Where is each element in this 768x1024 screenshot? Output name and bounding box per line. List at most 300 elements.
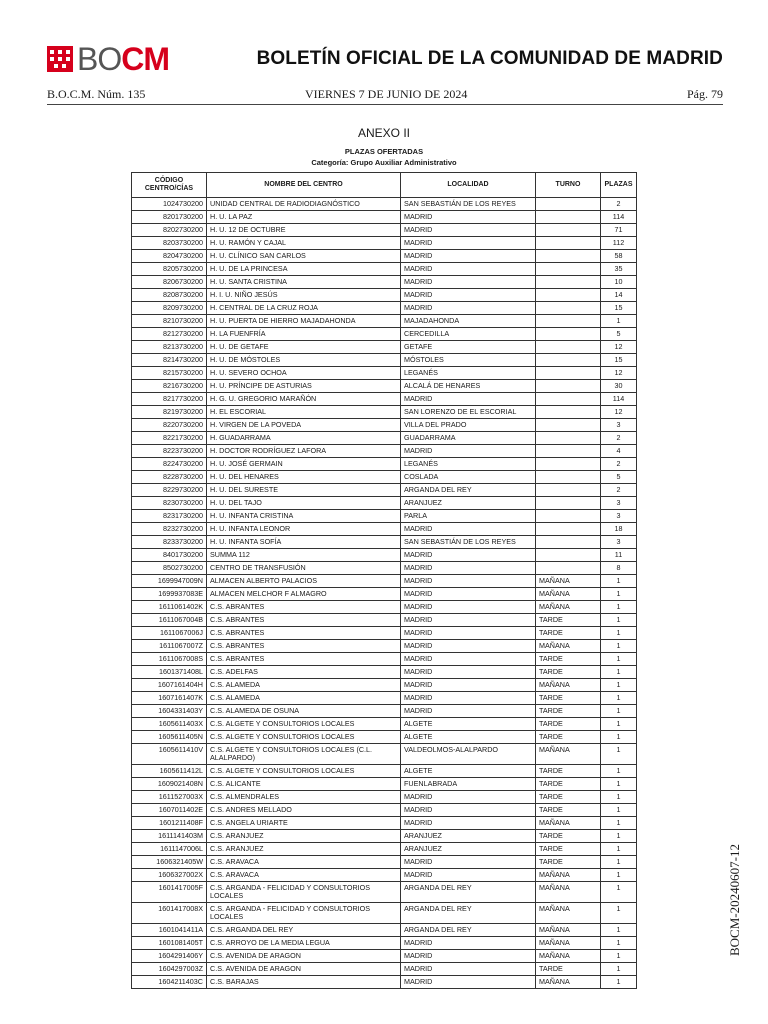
cell-shift: MAÑANA (536, 869, 601, 882)
cell-locality: VALDEOLMOS-ALALPARDO (401, 744, 536, 765)
cell-locality: MADRID (401, 692, 536, 705)
cell-center-name: H. U. SANTA CRISTINA (207, 276, 401, 289)
cell-locality: ARGANDA DEL REY (401, 484, 536, 497)
cell-shift: TARDE (536, 718, 601, 731)
cell-code: 8203730200 (132, 237, 207, 250)
cell-center-name: H. GUADARRAMA (207, 432, 401, 445)
table-row (132, 640, 637, 653)
table-row (132, 536, 637, 549)
table-row (132, 263, 637, 276)
cell-center-name: SUMMA 112 (207, 549, 401, 562)
cell-center-name: C.S. ALGETE Y CONSULTORIOS LOCALES (207, 765, 401, 778)
cell-center-name: H. U. DEL HENARES (207, 471, 401, 484)
cell-shift (536, 224, 601, 237)
col-header-positions: PLAZAS (601, 173, 637, 198)
cell-locality: ARANJUEZ (401, 830, 536, 843)
cell-locality: MADRID (401, 950, 536, 963)
cell-code: 1611061402K (132, 601, 207, 614)
table-row (132, 731, 637, 744)
cell-positions: 1 (601, 692, 637, 705)
cell-positions: 1 (601, 705, 637, 718)
col-header-name: NOMBRE DEL CENTRO (207, 173, 401, 198)
table-row (132, 666, 637, 679)
cell-locality: MADRID (401, 393, 536, 406)
table-row (132, 791, 637, 804)
cell-locality: VILLA DEL PRADO (401, 419, 536, 432)
cell-center-name: H. CENTRAL DE LA CRUZ ROJA (207, 302, 401, 315)
cell-code: 1611527003X (132, 791, 207, 804)
cell-code: 8201730200 (132, 211, 207, 224)
cell-code: 1611147006L (132, 843, 207, 856)
table-row (132, 549, 637, 562)
table-row (132, 237, 637, 250)
page-header (47, 40, 723, 76)
table-row (132, 393, 637, 406)
table-row (132, 354, 637, 367)
cell-shift (536, 302, 601, 315)
cell-shift: MAÑANA (536, 679, 601, 692)
cell-shift (536, 237, 601, 250)
cell-code: 8502730200 (132, 562, 207, 575)
cell-center-name: H. I. U. NIÑO JESÚS (207, 289, 401, 302)
cell-locality: ARGANDA DEL REY (401, 903, 536, 924)
cell-shift: MAÑANA (536, 601, 601, 614)
table-row (132, 328, 637, 341)
cell-positions: 3 (601, 497, 637, 510)
cell-locality: MADRID (401, 804, 536, 817)
logo-cm: CM (121, 41, 169, 77)
table-row (132, 924, 637, 937)
cell-locality: GUADARRAMA (401, 432, 536, 445)
cell-positions: 1 (601, 666, 637, 679)
cell-code: 1604331403Y (132, 705, 207, 718)
cell-positions: 1 (601, 601, 637, 614)
cell-code: 8233730200 (132, 536, 207, 549)
cell-shift: TARDE (536, 666, 601, 679)
col-header-shift: TURNO (536, 173, 601, 198)
cell-positions: 30 (601, 380, 637, 393)
cell-center-name: H. VIRGEN DE LA POVEDA (207, 419, 401, 432)
cell-locality: COSLADA (401, 471, 536, 484)
table-row (132, 856, 637, 869)
cell-center-name: H. G. U. GREGORIO MARAÑÓN (207, 393, 401, 406)
cell-locality: MADRID (401, 211, 536, 224)
cell-positions: 1 (601, 976, 637, 989)
cell-shift (536, 536, 601, 549)
cell-code: 1611067006J (132, 627, 207, 640)
cell-center-name: C.S. ARANJUEZ (207, 830, 401, 843)
cell-center-name: H. U. PUERTA DE HIERRO MAJADAHONDA (207, 315, 401, 328)
cell-center-name: C.S. ABRANTES (207, 640, 401, 653)
cell-locality: MADRID (401, 666, 536, 679)
cell-center-name: C.S. ALAMEDA DE OSUNA (207, 705, 401, 718)
cell-code: 1605611405N (132, 731, 207, 744)
cell-center-name: C.S. ARROYO DE LA MEDIA LEGUA (207, 937, 401, 950)
cell-locality: MADRID (401, 523, 536, 536)
table-row (132, 830, 637, 843)
cell-shift (536, 471, 601, 484)
cell-locality: MADRID (401, 869, 536, 882)
cell-code: 8228730200 (132, 471, 207, 484)
table-row (132, 950, 637, 963)
cell-locality: ALCALÁ DE HENARES (401, 380, 536, 393)
cell-shift: MAÑANA (536, 640, 601, 653)
cell-positions: 114 (601, 393, 637, 406)
cell-positions: 1 (601, 627, 637, 640)
cell-positions: 1 (601, 882, 637, 903)
madrid-stars-icon (47, 46, 73, 72)
cell-locality: MADRID (401, 289, 536, 302)
cell-shift (536, 523, 601, 536)
cell-shift: TARDE (536, 614, 601, 627)
cell-code: 8206730200 (132, 276, 207, 289)
cell-code: 1606321405W (132, 856, 207, 869)
cell-locality: SAN LORENZO DE EL ESCORIAL (401, 406, 536, 419)
cell-center-name: C.S. ARGANDA - FELICIDAD Y CONSULTORIOS LOCALES (207, 903, 401, 924)
cell-locality: MADRID (401, 653, 536, 666)
cell-positions: 1 (601, 778, 637, 791)
cell-locality: MADRID (401, 627, 536, 640)
cell-positions: 11 (601, 549, 637, 562)
cell-positions: 112 (601, 237, 637, 250)
cell-code: 1607011402E (132, 804, 207, 817)
annex-title: ANEXO II (357, 126, 410, 140)
bocm-logo (47, 42, 169, 76)
cell-shift: TARDE (536, 653, 601, 666)
cell-shift: MAÑANA (536, 924, 601, 937)
cell-locality: LEGANÉS (401, 458, 536, 471)
cell-locality: MADRID (401, 705, 536, 718)
table-row (132, 601, 637, 614)
cell-locality: PARLA (401, 510, 536, 523)
cell-center-name: C.S. ALGETE Y CONSULTORIOS LOCALES (C.L. ALALPARDO) (207, 744, 401, 765)
table-row (132, 497, 637, 510)
cell-center-name: ALMACEN MELCHOR F ALMAGRO (207, 588, 401, 601)
cell-code: 1605611410V (132, 744, 207, 765)
table-row (132, 445, 637, 458)
cell-positions: 1 (601, 817, 637, 830)
cell-positions: 1 (601, 315, 637, 328)
cell-code: 1024730200 (132, 198, 207, 211)
cell-locality: SAN SEBASTIÁN DE LOS REYES (401, 536, 536, 549)
cell-center-name: H. U. JOSÉ GERMAIN (207, 458, 401, 471)
cell-center-name: C.S. ARGANDA DEL REY (207, 924, 401, 937)
cell-locality: MADRID (401, 575, 536, 588)
cell-center-name: C.S. ABRANTES (207, 601, 401, 614)
cell-positions: 10 (601, 276, 637, 289)
cell-code: 1606327002X (132, 869, 207, 882)
cell-locality: MADRID (401, 856, 536, 869)
cell-code: 8216730200 (132, 380, 207, 393)
cell-locality: MADRID (401, 791, 536, 804)
cell-shift: TARDE (536, 765, 601, 778)
cell-code: 1611141403M (132, 830, 207, 843)
cell-shift: TARDE (536, 856, 601, 869)
cell-shift: MAÑANA (536, 950, 601, 963)
cell-shift (536, 484, 601, 497)
cell-shift: TARDE (536, 731, 601, 744)
cell-code: 1604211403C (132, 976, 207, 989)
cell-code: 1611067007Z (132, 640, 207, 653)
cell-code: 8232730200 (132, 523, 207, 536)
cell-positions: 1 (601, 575, 637, 588)
cell-center-name: C.S. ALAMEDA (207, 692, 401, 705)
cell-center-name: CENTRO DE TRANSFUSIÓN (207, 562, 401, 575)
cell-code: 1699937083E (132, 588, 207, 601)
cell-code: 1699947009N (132, 575, 207, 588)
cell-center-name: C.S. ANDRES MELLADO (207, 804, 401, 817)
cell-shift (536, 497, 601, 510)
cell-positions: 5 (601, 471, 637, 484)
cell-code: 8217730200 (132, 393, 207, 406)
cell-positions: 12 (601, 341, 637, 354)
cell-code: 8229730200 (132, 484, 207, 497)
cell-locality: SAN SEBASTIÁN DE LOS REYES (401, 198, 536, 211)
cell-center-name: H. U. SEVERO OCHOA (207, 367, 401, 380)
cell-code: 1605611412L (132, 765, 207, 778)
table-row (132, 817, 637, 830)
cell-center-name: H. U. RAMÓN Y CAJAL (207, 237, 401, 250)
cell-center-name: C.S. ALMENDRALES (207, 791, 401, 804)
cell-positions: 14 (601, 289, 637, 302)
cell-positions: 2 (601, 458, 637, 471)
cell-shift: TARDE (536, 778, 601, 791)
cell-center-name: H. U. DE LA PRINCESA (207, 263, 401, 276)
cell-center-name: C.S. ABRANTES (207, 627, 401, 640)
cell-positions: 71 (601, 224, 637, 237)
cell-locality: ALGETE (401, 718, 536, 731)
cell-locality: ALGETE (401, 731, 536, 744)
cell-center-name: C.S. ARAVACA (207, 856, 401, 869)
cell-shift: TARDE (536, 830, 601, 843)
cell-code: 1605611403X (132, 718, 207, 731)
cell-positions: 3 (601, 510, 637, 523)
subheader (47, 87, 723, 103)
cell-shift (536, 380, 601, 393)
cell-locality: MADRID (401, 237, 536, 250)
cell-locality: MADRID (401, 250, 536, 263)
cell-code: 1601371408L (132, 666, 207, 679)
cell-positions: 5 (601, 328, 637, 341)
table-row (132, 718, 637, 731)
table-row (132, 406, 637, 419)
table-row (132, 778, 637, 791)
table-row (132, 341, 637, 354)
cell-positions: 2 (601, 198, 637, 211)
cell-code: 1611067008S (132, 653, 207, 666)
table-row (132, 588, 637, 601)
cell-positions: 1 (601, 679, 637, 692)
cell-locality: CERCEDILLA (401, 328, 536, 341)
cell-shift: TARDE (536, 692, 601, 705)
cell-center-name: H. U. 12 DE OCTUBRE (207, 224, 401, 237)
cell-shift (536, 263, 601, 276)
table-row (132, 302, 637, 315)
cell-locality: LEGANÉS (401, 367, 536, 380)
table-row (132, 510, 637, 523)
cell-center-name: C.S. ANGELA URIARTE (207, 817, 401, 830)
cell-locality: MADRID (401, 224, 536, 237)
cell-code: 8202730200 (132, 224, 207, 237)
cell-positions: 1 (601, 718, 637, 731)
category-label: Categoría: Grupo Auxiliar Administrativo (311, 158, 457, 167)
table-row (132, 484, 637, 497)
table-row (132, 419, 637, 432)
cell-center-name: C.S. ALGETE Y CONSULTORIOS LOCALES (207, 718, 401, 731)
bulletin-date: VIERNES 7 DE JUNIO DE 2024 (305, 87, 468, 101)
cell-center-name: H. U. INFANTA CRISTINA (207, 510, 401, 523)
table-row (132, 765, 637, 778)
cell-shift (536, 406, 601, 419)
cell-shift (536, 198, 601, 211)
table-header-row (132, 173, 637, 198)
cell-shift (536, 315, 601, 328)
cell-locality: MADRID (401, 445, 536, 458)
table-row (132, 937, 637, 950)
positions-table (131, 172, 637, 989)
cell-code: 8215730200 (132, 367, 207, 380)
cell-locality: ARANJUEZ (401, 843, 536, 856)
cell-center-name: H. U. INFANTA LEONOR (207, 523, 401, 536)
cell-center-name: H. DOCTOR RODRÍGUEZ LAFORA (207, 445, 401, 458)
table-row (132, 523, 637, 536)
cell-shift (536, 549, 601, 562)
cell-shift (536, 510, 601, 523)
cell-locality: MADRID (401, 562, 536, 575)
cell-locality: MADRID (401, 549, 536, 562)
cell-locality: MADRID (401, 817, 536, 830)
cell-code: 8231730200 (132, 510, 207, 523)
cell-code: 8220730200 (132, 419, 207, 432)
cell-positions: 35 (601, 263, 637, 276)
table-row (132, 250, 637, 263)
cell-center-name: H. U. DE MÓSTOLES (207, 354, 401, 367)
cell-locality: MADRID (401, 976, 536, 989)
cell-center-name: H. U. DEL TAJO (207, 497, 401, 510)
cell-shift: MAÑANA (536, 903, 601, 924)
table-row (132, 458, 637, 471)
cell-shift (536, 562, 601, 575)
cell-locality: MADRID (401, 640, 536, 653)
table-row (132, 211, 637, 224)
cell-code: 8205730200 (132, 263, 207, 276)
cell-locality: ARANJUEZ (401, 497, 536, 510)
table-row (132, 843, 637, 856)
cell-positions: 15 (601, 354, 637, 367)
logo-bo: BO (77, 41, 122, 77)
cell-code: 1611067004B (132, 614, 207, 627)
cell-code: 1609021408N (132, 778, 207, 791)
cell-shift: TARDE (536, 963, 601, 976)
cell-positions: 1 (601, 744, 637, 765)
table-row (132, 562, 637, 575)
cell-shift: MAÑANA (536, 937, 601, 950)
cell-shift: MAÑANA (536, 575, 601, 588)
cell-positions: 4 (601, 445, 637, 458)
cell-shift (536, 367, 601, 380)
cell-positions: 8 (601, 562, 637, 575)
cell-locality: ALGETE (401, 765, 536, 778)
cell-center-name: H. U. LA PAZ (207, 211, 401, 224)
table-row (132, 432, 637, 445)
cell-code: 1604297003Z (132, 963, 207, 976)
cell-shift: MAÑANA (536, 882, 601, 903)
table-row (132, 198, 637, 211)
col-header-locality: LOCALIDAD (401, 173, 536, 198)
cell-code: 1604291406Y (132, 950, 207, 963)
cell-positions: 114 (601, 211, 637, 224)
table-row (132, 963, 637, 976)
cell-shift (536, 341, 601, 354)
cell-positions: 1 (601, 804, 637, 817)
cell-center-name: H. U. INFANTA SOFÍA (207, 536, 401, 549)
cell-code: 1601081405T (132, 937, 207, 950)
table-row (132, 869, 637, 882)
bulletin-title: BOLETÍN OFICIAL DE LA COMUNIDAD DE MADRID (256, 48, 723, 69)
cell-shift (536, 458, 601, 471)
cell-positions: 1 (601, 791, 637, 804)
table-row (132, 804, 637, 817)
cell-center-name: C.S. BARAJAS (207, 976, 401, 989)
table-row (132, 653, 637, 666)
cell-positions: 58 (601, 250, 637, 263)
cell-locality: MADRID (401, 302, 536, 315)
cell-code: 1607161404H (132, 679, 207, 692)
cell-shift: TARDE (536, 791, 601, 804)
cell-center-name: H. U. DE GETAFE (207, 341, 401, 354)
cell-code: 8213730200 (132, 341, 207, 354)
cell-center-name: ALMACEN ALBERTO PALACIOS (207, 575, 401, 588)
cell-positions: 1 (601, 588, 637, 601)
table-row (132, 289, 637, 302)
cell-positions: 3 (601, 419, 637, 432)
cell-positions: 1 (601, 924, 637, 937)
cell-shift: TARDE (536, 705, 601, 718)
cell-code: 8224730200 (132, 458, 207, 471)
table-subtitle: PLAZAS OFERTADAS (344, 147, 424, 156)
bulletin-number: B.O.C.M. Núm. 135 (47, 87, 146, 101)
cell-center-name: C.S. ARGANDA - FELICIDAD Y CONSULTORIOS LOCALES (207, 882, 401, 903)
cell-positions: 12 (601, 406, 637, 419)
cell-code: 1601041411A (132, 924, 207, 937)
cell-locality: ARGANDA DEL REY (401, 924, 536, 937)
cell-positions: 1 (601, 963, 637, 976)
cell-code: 8221730200 (132, 432, 207, 445)
cell-positions: 1 (601, 903, 637, 924)
table-row (132, 367, 637, 380)
cell-center-name: H. U. DEL SURESTE (207, 484, 401, 497)
table-row (132, 976, 637, 989)
cell-code: 1601417005F (132, 882, 207, 903)
cell-code: 8210730200 (132, 315, 207, 328)
cell-code: 1607161407K (132, 692, 207, 705)
cell-positions: 1 (601, 653, 637, 666)
cell-center-name: C.S. ARANJUEZ (207, 843, 401, 856)
cell-center-name: H. U. CLÍNICO SAN CARLOS (207, 250, 401, 263)
table-row (132, 315, 637, 328)
cell-center-name: C.S. ABRANTES (207, 614, 401, 627)
cell-positions: 1 (601, 830, 637, 843)
cell-positions: 1 (601, 731, 637, 744)
cell-positions: 1 (601, 614, 637, 627)
cell-center-name: C.S. ABRANTES (207, 653, 401, 666)
cell-center-name: C.S. ADELFAS (207, 666, 401, 679)
cell-positions: 1 (601, 937, 637, 950)
cell-shift (536, 419, 601, 432)
cell-code: 1601417008X (132, 903, 207, 924)
cell-positions: 1 (601, 765, 637, 778)
table-row (132, 575, 637, 588)
